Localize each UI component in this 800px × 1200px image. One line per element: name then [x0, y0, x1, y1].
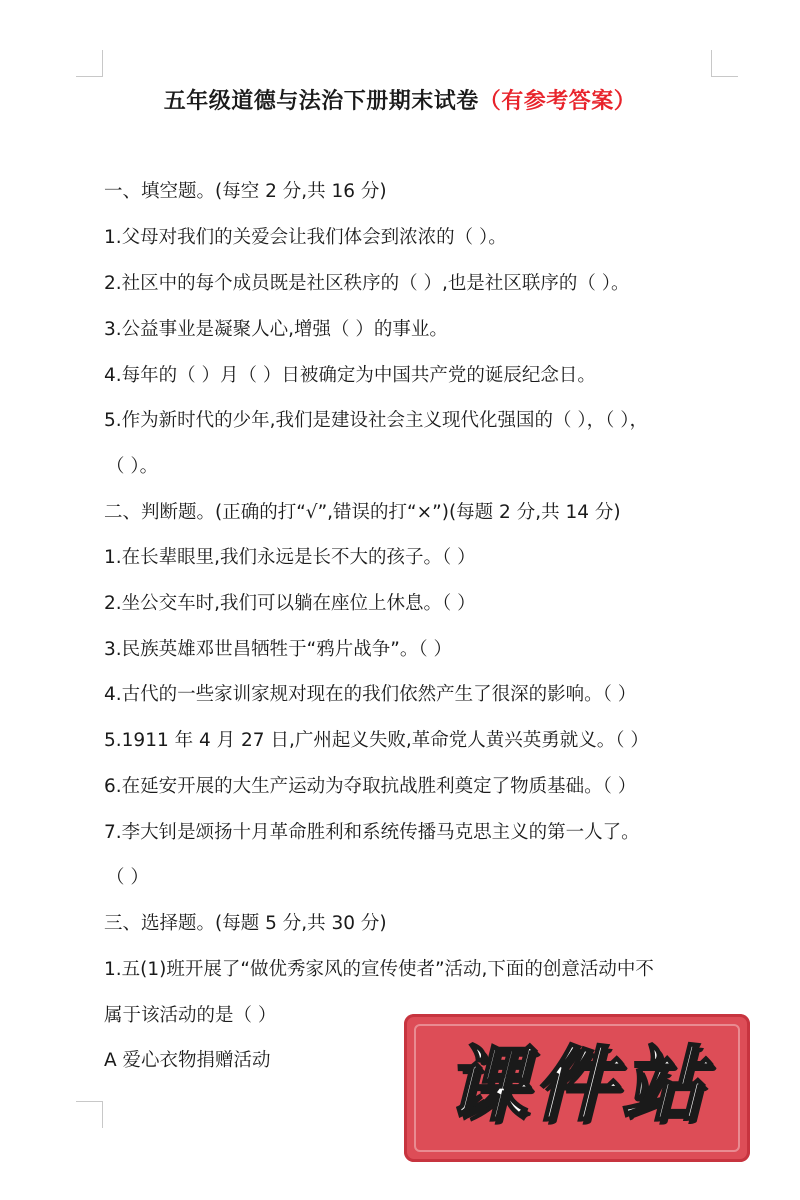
question-line: 4.古代的一些家训家规对现在的我们依然产生了很深的影响。（ ）	[104, 684, 637, 705]
question-line: 1.五(1)班开展了“做优秀家风的宣传使者”活动,下面的创意活动中不	[104, 959, 654, 980]
choice-option-a: A 爱心衣物捐赠活动	[104, 1050, 271, 1071]
section-heading-fill-blank: 一、填空题。(每空 2 分,共 16 分)	[104, 181, 387, 202]
question-line-continued: 属于该活动的是（ ）	[104, 1005, 277, 1026]
watermark-stamp	[404, 1014, 750, 1162]
question-line: 3.民族英雄邓世昌牺牲于“鸦片战争”。（ ）	[104, 639, 452, 660]
title-suffix: （有参考答案）	[478, 89, 637, 114]
crop-mark-top-left	[76, 50, 103, 77]
question-line: 6.在延安开展的大生产运动为夺取抗战胜利奠定了物质基础。（ ）	[104, 776, 637, 797]
question-line: 5.1911 年 4 月 27 日,广州起义失败,革命党人黄兴英勇就义。（ ）	[104, 730, 649, 751]
question-line: 1.在长辈眼里,我们永远是长不大的孩子。（ ）	[104, 547, 476, 568]
question-line-continued: （ ）	[106, 867, 149, 888]
crop-mark-bottom-left	[76, 1101, 103, 1128]
question-line-continued: （ ）。	[106, 456, 159, 477]
question-line: 3.公益事业是凝聚人心,增强（ ）的事业。	[104, 319, 448, 340]
section-heading-true-false: 二、判断题。(正确的打“√”,错误的打“×”)(每题 2 分,共 14 分)	[104, 502, 621, 523]
section-heading-multiple-choice: 三、选择题。(每题 5 分,共 30 分)	[104, 913, 387, 934]
document-title	[0, 84, 800, 115]
question-line: 1.父母对我们的关爱会让我们体会到浓浓的（ ）。	[104, 227, 507, 248]
question-line: 2.社区中的每个成员既是社区秩序的（ ）,也是社区联序的（ ）。	[104, 273, 630, 294]
question-line: 2.坐公交车时,我们可以躺在座位上休息。（ ）	[104, 593, 476, 614]
watermark-text: 课件站	[445, 1038, 709, 1133]
question-line: 5.作为新时代的少年,我们是建设社会主义现代化强国的（ ），（ ），	[104, 410, 649, 431]
question-line: 7.李大钊是颂扬十月革命胜利和系统传播马克思主义的第一人了。	[104, 822, 640, 843]
title-main: 五年级道德与法治下册期末试卷	[163, 89, 479, 114]
question-line: 4.每年的（ ）月（ ）日被确定为中国共产党的诞辰纪念日。	[104, 365, 596, 386]
crop-mark-top-right	[711, 50, 738, 77]
